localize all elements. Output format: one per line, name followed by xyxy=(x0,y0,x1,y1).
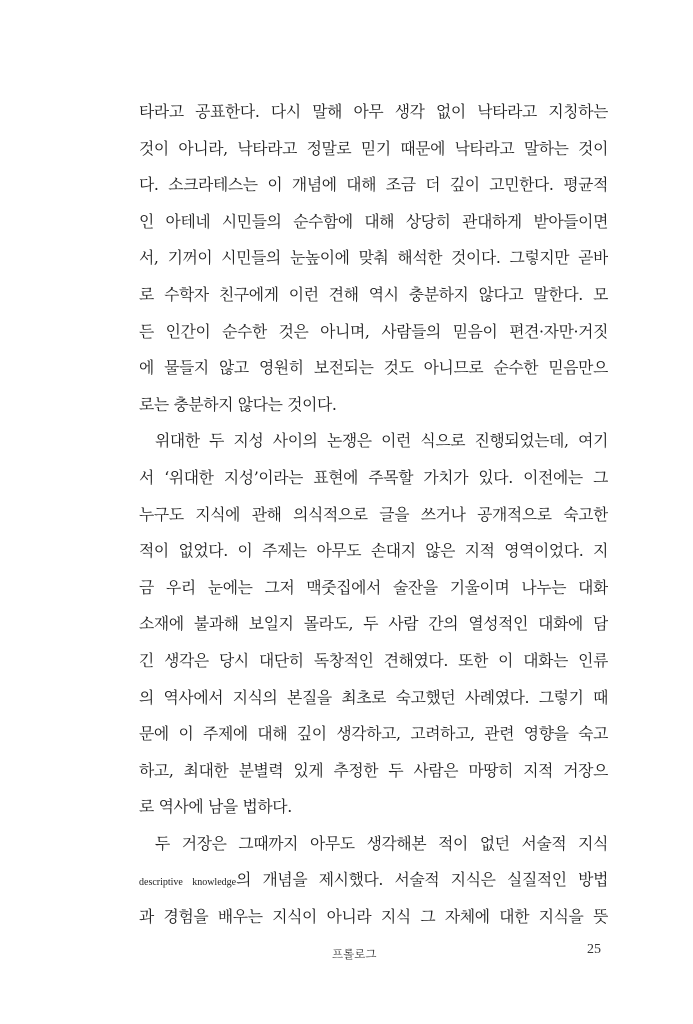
text-line: 소재에 불과해 보일지 몰라도, 두 사람 간의 열성적인 대화에 담 xyxy=(139,614,608,634)
text-line: 과 경험을 배우는 지식이 아니라 지식 그 자체에 대한 지식을 뜻 xyxy=(139,907,608,927)
text-line: 로 역사에 남을 법하다. xyxy=(139,797,292,817)
text-line: 의 역사에서 지식의 본질을 최초로 숙고했던 사례였다. 그렇기 때 xyxy=(139,687,608,707)
page-number: 25 xyxy=(587,942,601,957)
text-line: 적이 없었다. 이 주제는 아무도 손대지 않은 지적 영역이었다. 지 xyxy=(139,541,608,561)
text-line: 로는 충분하지 않다는 것이다. xyxy=(139,394,337,414)
text-line: 서, 기꺼이 시민들의 눈높이에 맞춰 해석한 것이다. 그렇지만 곧바 xyxy=(139,248,608,268)
text-line: 서 ‘위대한 지성’이라는 표현에 주목할 가치가 있다. 이전에는 그 xyxy=(139,467,608,487)
english-term: descriptive knowledge xyxy=(139,877,237,889)
text-line: 에 물들지 않고 영원히 보전되는 것도 아니므로 순수한 믿음만으 xyxy=(139,358,608,378)
paragraph-first-line: 위대한 두 지성 사이의 논쟁은 이런 식으로 진행되었는데, 여기 xyxy=(155,431,608,451)
text-line: 것이 아니라, 낙타라고 정말로 믿기 때문에 낙타라고 말하는 것이 xyxy=(139,138,608,158)
text-line-rest: 의 개념을 제시했다. 서술적 지식은 실질적인 방법 xyxy=(236,870,608,890)
running-footer-title: 프롤로그 xyxy=(332,947,377,961)
body-text xyxy=(139,94,608,936)
text-line: 타라고 공표한다. 다시 말해 아무 생각 없이 낙타라고 지칭하는 xyxy=(139,102,608,121)
text-line: 로 수학자 친구에게 이런 견해 역시 충분하지 않다고 말한다. 모 xyxy=(139,284,608,304)
text-line: 하고, 최대한 분별력 있게 추정한 두 사람은 마땅히 지적 거장으 xyxy=(139,760,608,780)
text-line: 다. 소크라테스는 이 개념에 대해 조금 더 깊이 고민한다. 평균적 xyxy=(139,175,608,195)
text-line: 인 아테네 시민들의 순수함에 대해 상당히 관대하게 받아들이면 xyxy=(139,211,608,231)
text-line xyxy=(139,862,608,899)
paragraph-first-line: 두 거장은 그때까지 아무도 생각해본 적이 없던 서술적 지식 xyxy=(155,833,608,853)
text-line: 긴 생각은 당시 대단히 독창적인 견해였다. 또한 이 대화는 인류 xyxy=(139,650,608,670)
text-line: 문에 이 주제에 대해 깊이 생각하고, 고려하고, 관련 영향을 숙고 xyxy=(139,724,608,744)
text-line: 금 우리 눈에는 그저 맥줏집에서 술잔을 기울이며 나누는 대화 xyxy=(139,577,608,597)
text-line: 누구도 지식에 관해 의식적으로 글을 쓰거나 공개적으로 숙고한 xyxy=(139,504,608,524)
text-line: 든 인간이 순수한 것은 아니며, 사람들의 믿음이 편견·자만·거짓 xyxy=(139,321,608,341)
